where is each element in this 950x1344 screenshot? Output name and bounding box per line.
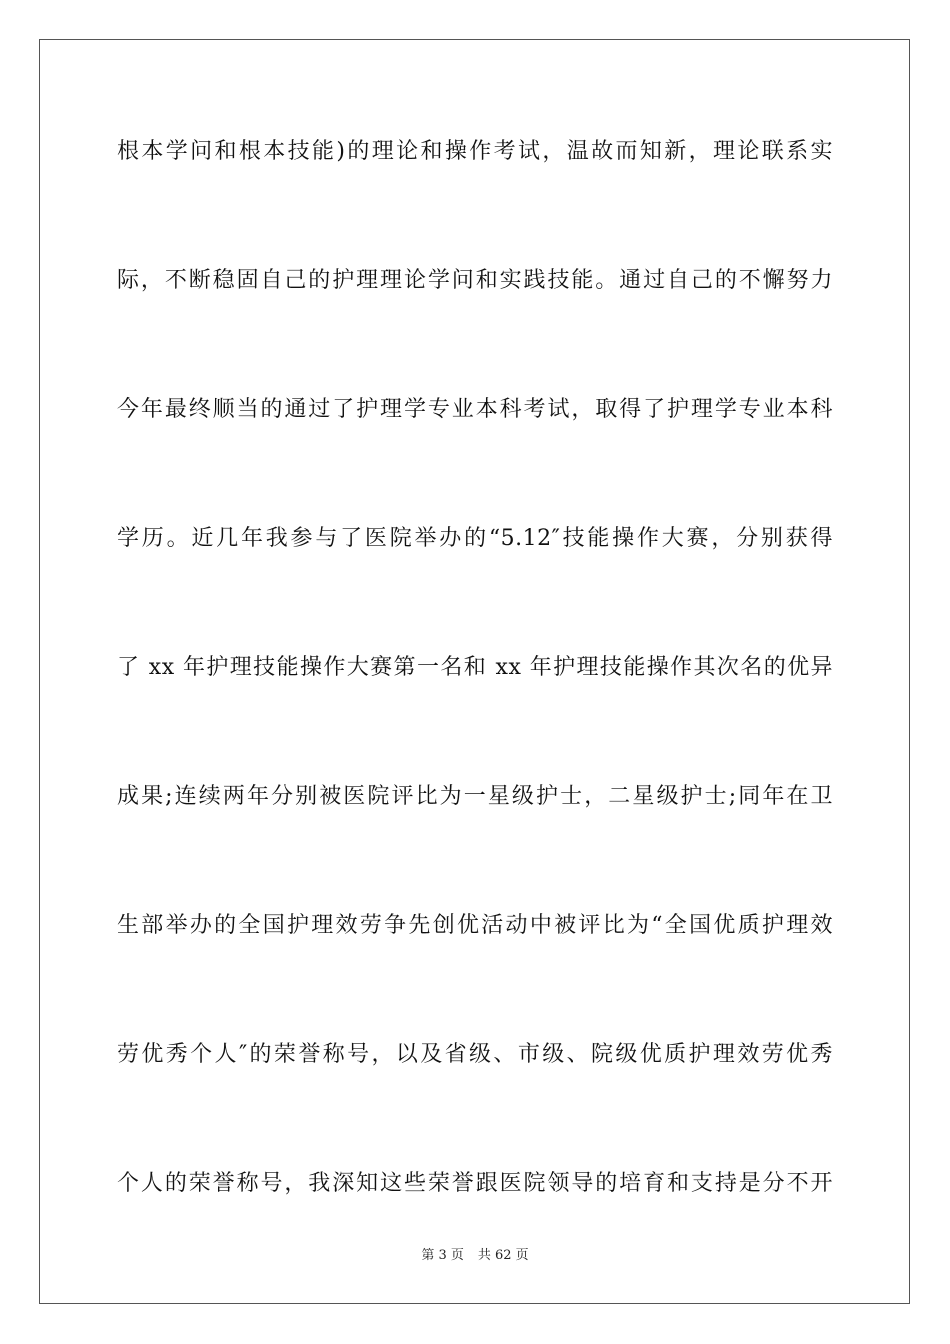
text-line: 个人的荣誉称号，我深知这些荣誉跟医院领导的培育和支持是分不开 xyxy=(117,1171,833,1196)
text-line: 成果;连续两年分别被医院评比为一星级护士，二星级护士;同年在卫 xyxy=(117,784,833,809)
page-footer xyxy=(0,1246,950,1266)
text-line: 了 xx 年护理技能操作大赛第一名和 xx 年护理技能操作其次名的优异 xyxy=(117,655,833,680)
text-line: 今年最终顺当的通过了护理学专业本科考试，取得了护理学专业本科 xyxy=(117,397,833,422)
text-line: 际，不断稳固自己的护理理论学问和实践技能。通过自己的不懈努力 xyxy=(117,268,833,293)
text-line: 劳优秀个人″的荣誉称号，以及省级、市级、院级优质护理效劳优秀 xyxy=(117,1042,833,1067)
text-line: 生部举办的全国护理效劳争先创优活动中被评比为“全国优质护理效 xyxy=(117,913,833,938)
text-line: 根本学问和根本技能)的理论和操作考试，温故而知新，理论联系实 xyxy=(117,139,833,164)
page-total: 共 62 页 xyxy=(477,1248,529,1263)
document-body xyxy=(117,128,833,1289)
text-line: 学历。近几年我参与了医院举办的“5.12″技能操作大赛，分别获得 xyxy=(117,526,833,551)
page-number: 第 3 页 xyxy=(421,1248,464,1263)
